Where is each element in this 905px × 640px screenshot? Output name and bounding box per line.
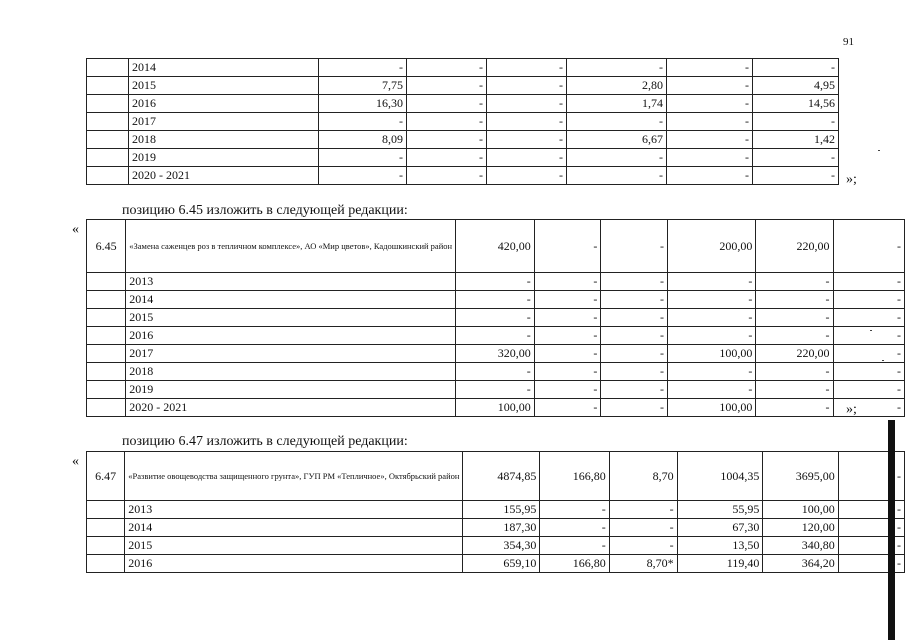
- table-position-6-45: [86, 219, 905, 417]
- value-cell: -: [487, 59, 567, 77]
- value-cell: -: [319, 113, 407, 131]
- table-row: [87, 59, 839, 77]
- value-cell: -: [567, 113, 667, 131]
- empty-cell: [87, 363, 126, 381]
- open-quote: «: [72, 222, 79, 237]
- table-row: [87, 555, 905, 573]
- empty-cell: [87, 113, 129, 131]
- value-cell: 120,00: [763, 519, 838, 537]
- table-row: [87, 167, 839, 185]
- empty-cell: [87, 399, 126, 417]
- cell: 200,00: [668, 220, 756, 273]
- value-cell: 4,95: [753, 77, 839, 95]
- empty-cell: [87, 309, 126, 327]
- value-cell: -: [487, 113, 567, 131]
- value-cell: -: [753, 167, 839, 185]
- value-cell: -: [833, 273, 905, 291]
- empty-cell: [87, 519, 125, 537]
- year-cell: 2017: [129, 113, 319, 131]
- year-cell: 2016: [125, 555, 463, 573]
- value-cell: -: [753, 149, 839, 167]
- year-cell: 2019: [126, 381, 456, 399]
- value-cell: -: [487, 167, 567, 185]
- value-cell: -: [833, 345, 905, 363]
- value-cell: -: [456, 327, 535, 345]
- year-cell: 2019: [129, 149, 319, 167]
- value-cell: 659,10: [463, 555, 540, 573]
- cell: -: [833, 220, 905, 273]
- value-cell: -: [601, 381, 668, 399]
- value-cell: -: [319, 167, 407, 185]
- value-cell: 1,74: [567, 95, 667, 113]
- year-cell: 2013: [126, 273, 456, 291]
- empty-cell: [87, 59, 129, 77]
- value-cell: -: [456, 381, 535, 399]
- value-cell: -: [667, 167, 753, 185]
- value-cell: 119,40: [677, 555, 763, 573]
- table-row-main: [87, 220, 905, 273]
- year-cell: 2014: [125, 519, 463, 537]
- value-cell: -: [601, 291, 668, 309]
- position-id: 6.45: [87, 220, 126, 273]
- cell: 220,00: [756, 220, 833, 273]
- value-cell: -: [456, 363, 535, 381]
- scan-speck: [870, 330, 872, 331]
- value-cell: -: [407, 131, 487, 149]
- empty-cell: [87, 291, 126, 309]
- value-cell: 14,56: [753, 95, 839, 113]
- table-row-main: [87, 452, 905, 501]
- table-row: [87, 381, 905, 399]
- value-cell: -: [487, 77, 567, 95]
- position-description: «Развитие овощеводства защищенного грунта», ГУП РМ «Тепличное», Октябрьский район: [125, 452, 463, 501]
- value-cell: 220,00: [756, 345, 833, 363]
- empty-cell: [87, 167, 129, 185]
- year-cell: 2015: [129, 77, 319, 95]
- cell: 420,00: [456, 220, 535, 273]
- value-cell: 100,00: [456, 399, 535, 417]
- table-row: [87, 399, 905, 417]
- empty-cell: [87, 327, 126, 345]
- value-cell: -: [534, 363, 601, 381]
- year-cell: 2016: [129, 95, 319, 113]
- value-cell: -: [833, 291, 905, 309]
- value-cell: -: [833, 309, 905, 327]
- value-cell: -: [487, 131, 567, 149]
- value-cell: -: [407, 167, 487, 185]
- value-cell: 8,70*: [609, 555, 677, 573]
- table-position-6-47: [86, 451, 905, 573]
- empty-cell: [87, 537, 125, 555]
- value-cell: -: [756, 273, 833, 291]
- value-cell: -: [456, 291, 535, 309]
- table-row: [87, 363, 905, 381]
- value-cell: 7,75: [319, 77, 407, 95]
- value-cell: 16,30: [319, 95, 407, 113]
- value-cell: -: [756, 381, 833, 399]
- value-cell: -: [601, 273, 668, 291]
- value-cell: -: [668, 327, 756, 345]
- table-row: [87, 291, 905, 309]
- year-cell: 2014: [129, 59, 319, 77]
- value-cell: -: [601, 327, 668, 345]
- value-cell: -: [601, 363, 668, 381]
- value-cell: 100,00: [763, 501, 838, 519]
- section-heading: позицию 6.45 изложить в следующей редакции:: [122, 203, 408, 218]
- value-cell: 6,67: [567, 131, 667, 149]
- value-cell: -: [534, 381, 601, 399]
- cell: 1004,35: [677, 452, 763, 501]
- table-row: [87, 95, 839, 113]
- value-cell: -: [756, 309, 833, 327]
- empty-cell: [87, 77, 129, 95]
- year-cell: 2018: [129, 131, 319, 149]
- value-cell: -: [407, 59, 487, 77]
- value-cell: -: [540, 519, 609, 537]
- table-row: [87, 77, 839, 95]
- value-cell: 8,09: [319, 131, 407, 149]
- value-cell: -: [756, 291, 833, 309]
- value-cell: -: [319, 149, 407, 167]
- empty-cell: [87, 149, 129, 167]
- year-cell: 2014: [126, 291, 456, 309]
- value-cell: -: [487, 149, 567, 167]
- value-cell: -: [534, 291, 601, 309]
- value-cell: -: [668, 291, 756, 309]
- empty-cell: [87, 95, 129, 113]
- page-number: 91: [843, 36, 854, 48]
- year-cell: 2017: [126, 345, 456, 363]
- value-cell: -: [667, 59, 753, 77]
- scan-speck: [878, 150, 880, 151]
- value-cell: 364,20: [763, 555, 838, 573]
- table-continuation: [86, 58, 839, 185]
- value-cell: -: [609, 519, 677, 537]
- scan-speck: [882, 360, 884, 361]
- empty-cell: [87, 131, 129, 149]
- value-cell: -: [668, 363, 756, 381]
- section-heading: позицию 6.47 изложить в следующей редакции:: [122, 434, 408, 449]
- value-cell: -: [609, 501, 677, 519]
- close-quote: »;: [846, 172, 857, 187]
- table-row: [87, 501, 905, 519]
- value-cell: 13,50: [677, 537, 763, 555]
- empty-cell: [87, 345, 126, 363]
- cell: -: [601, 220, 668, 273]
- value-cell: -: [407, 149, 487, 167]
- value-cell: -: [540, 537, 609, 555]
- value-cell: -: [838, 555, 904, 573]
- value-cell: -: [534, 309, 601, 327]
- year-cell: 2013: [125, 501, 463, 519]
- table-row: [87, 113, 839, 131]
- value-cell: 155,95: [463, 501, 540, 519]
- cell: 4874,85: [463, 452, 540, 501]
- value-cell: -: [667, 131, 753, 149]
- table-row: [87, 273, 905, 291]
- position-id: 6.47: [87, 452, 125, 501]
- value-cell: -: [667, 77, 753, 95]
- value-cell: -: [567, 167, 667, 185]
- value-cell: -: [540, 501, 609, 519]
- value-cell: 354,30: [463, 537, 540, 555]
- value-cell: -: [668, 309, 756, 327]
- value-cell: -: [756, 363, 833, 381]
- value-cell: -: [456, 309, 535, 327]
- value-cell: 1,42: [753, 131, 839, 149]
- value-cell: -: [838, 519, 904, 537]
- year-cell: 2018: [126, 363, 456, 381]
- cell: -: [534, 220, 601, 273]
- value-cell: 2,80: [567, 77, 667, 95]
- table-row: [87, 537, 905, 555]
- value-cell: -: [601, 399, 668, 417]
- value-cell: -: [753, 113, 839, 131]
- empty-cell: [87, 501, 125, 519]
- value-cell: 100,00: [668, 399, 756, 417]
- table-row: [87, 131, 839, 149]
- empty-cell: [87, 273, 126, 291]
- value-cell: -: [407, 77, 487, 95]
- value-cell: -: [407, 113, 487, 131]
- value-cell: 187,30: [463, 519, 540, 537]
- value-cell: -: [534, 345, 601, 363]
- table-row: [87, 345, 905, 363]
- value-cell: -: [667, 149, 753, 167]
- table-row: [87, 327, 905, 345]
- value-cell: -: [833, 399, 905, 417]
- value-cell: -: [838, 537, 904, 555]
- year-cell: 2016: [126, 327, 456, 345]
- value-cell: 166,80: [540, 555, 609, 573]
- value-cell: -: [456, 273, 535, 291]
- value-cell: -: [487, 95, 567, 113]
- value-cell: -: [667, 113, 753, 131]
- cell: 3695,00: [763, 452, 838, 501]
- value-cell: 320,00: [456, 345, 535, 363]
- year-cell: 2015: [126, 309, 456, 327]
- value-cell: -: [601, 309, 668, 327]
- empty-cell: [87, 555, 125, 573]
- cell: 8,70: [609, 452, 677, 501]
- year-cell: 2020 - 2021: [129, 167, 319, 185]
- table-row: [87, 519, 905, 537]
- open-quote: «: [72, 454, 79, 469]
- value-cell: -: [601, 345, 668, 363]
- value-cell: -: [756, 399, 833, 417]
- value-cell: -: [667, 95, 753, 113]
- value-cell: -: [567, 149, 667, 167]
- value-cell: -: [534, 399, 601, 417]
- close-quote: »;: [846, 402, 857, 417]
- value-cell: -: [833, 381, 905, 399]
- position-description: «Замена саженцев роз в тепличном комплексе», АО «Мир цветов», Кадошкинский район: [126, 220, 456, 273]
- empty-cell: [87, 381, 126, 399]
- value-cell: -: [534, 273, 601, 291]
- value-cell: -: [833, 363, 905, 381]
- value-cell: -: [753, 59, 839, 77]
- year-cell: 2015: [125, 537, 463, 555]
- cell: -: [838, 452, 904, 501]
- value-cell: 340,80: [763, 537, 838, 555]
- value-cell: -: [833, 327, 905, 345]
- value-cell: -: [756, 327, 833, 345]
- table-row: [87, 149, 839, 167]
- value-cell: -: [319, 59, 407, 77]
- value-cell: -: [668, 273, 756, 291]
- table-row: [87, 309, 905, 327]
- value-cell: -: [407, 95, 487, 113]
- value-cell: -: [609, 537, 677, 555]
- value-cell: -: [567, 59, 667, 77]
- year-cell: 2020 - 2021: [126, 399, 456, 417]
- cell: 166,80: [540, 452, 609, 501]
- value-cell: -: [838, 501, 904, 519]
- value-cell: -: [534, 327, 601, 345]
- value-cell: -: [668, 381, 756, 399]
- value-cell: 67,30: [677, 519, 763, 537]
- value-cell: 55,95: [677, 501, 763, 519]
- scan-edge-shadow: [888, 420, 895, 640]
- value-cell: 100,00: [668, 345, 756, 363]
